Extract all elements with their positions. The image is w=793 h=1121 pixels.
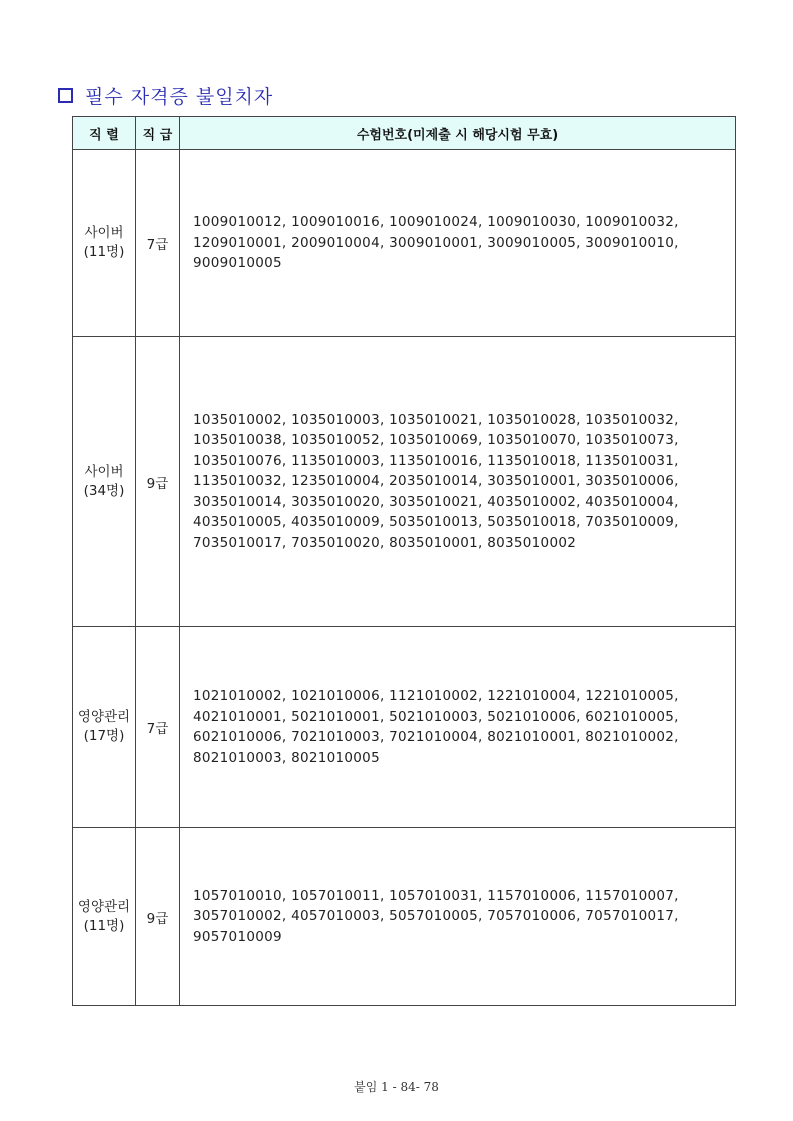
table-row: [73, 150, 736, 337]
candidate-count: (17명): [83, 728, 125, 744]
candidate-count: (11명): [83, 244, 125, 260]
exam-numbers-cell: 1009010012, 1009010016, 1009010024, 1009010030, 1009010032, 1209010001, 2009010004, 3009010001, 3009010005, 3009010010, 9009010005: [180, 150, 736, 337]
header-grade: 직 급: [136, 117, 180, 150]
table-row: [73, 828, 736, 1006]
candidate-count: (34명): [83, 482, 125, 499]
job-series-name: 영양관리: [77, 709, 131, 725]
grade-cell: 9급: [136, 337, 180, 627]
section-heading: [58, 82, 273, 109]
job-series-name: 사이버: [84, 463, 124, 480]
ineligible-candidates-table: [72, 116, 736, 1006]
job-series-cell: [73, 627, 136, 828]
header-job-series: 직 렬: [73, 117, 136, 150]
grade-cell: 9급: [136, 828, 180, 1006]
table-header-row: [73, 117, 736, 150]
header-exam-numbers: 수험번호(미제출 시 해당시험 무효): [180, 117, 736, 150]
grade-cell: 7급: [136, 627, 180, 828]
table-row: [73, 337, 736, 627]
table-row: [73, 627, 736, 828]
exam-numbers-cell: 1021010002, 1021010006, 1121010002, 1221010004, 1221010005, 4021010001, 5021010001, 5021010003, 5021010006, 6021010005, 6021010006, 7021010003, 7021010004, 8021010001, 8021010002, 8021010003, 8021010005: [180, 627, 736, 828]
section-title: 필수 자격증 불일치자: [85, 86, 274, 108]
job-series-cell: [73, 828, 136, 1006]
grade-cell: 7급: [136, 150, 180, 337]
page-footer: 붙임 1 - 84- 78: [354, 1080, 439, 1094]
checkbox-square-icon: [58, 88, 73, 103]
exam-numbers-cell: 1057010010, 1057010011, 1057010031, 1157010006, 1157010007, 3057010002, 4057010003, 5057010005, 7057010006, 7057010017, 9057010009: [180, 828, 736, 1006]
job-series-cell: [73, 337, 136, 627]
candidate-count: (11명): [83, 917, 125, 934]
job-series-name: 영양관리: [77, 898, 131, 915]
job-series-name: 사이버: [84, 225, 124, 241]
exam-numbers-cell: 1035010002, 1035010003, 1035010021, 1035010028, 1035010032, 1035010038, 1035010052, 1035010069, 1035010070, 1035010073, 1035010076, 1135010003, 1135010016, 1135010018, 1135010031, 1135010032, 1235010004, 2035010014, 3035010001, 3035010006, 3035010014, 3035010020, 3035010021, 4035010002, 4035010004, 4035010005, 4035010009, 5035010013, 5035010018, 7035010009, 7035010017, 7035010020, 8035010001, 8035010002: [180, 337, 736, 627]
job-series-cell: [73, 150, 136, 337]
